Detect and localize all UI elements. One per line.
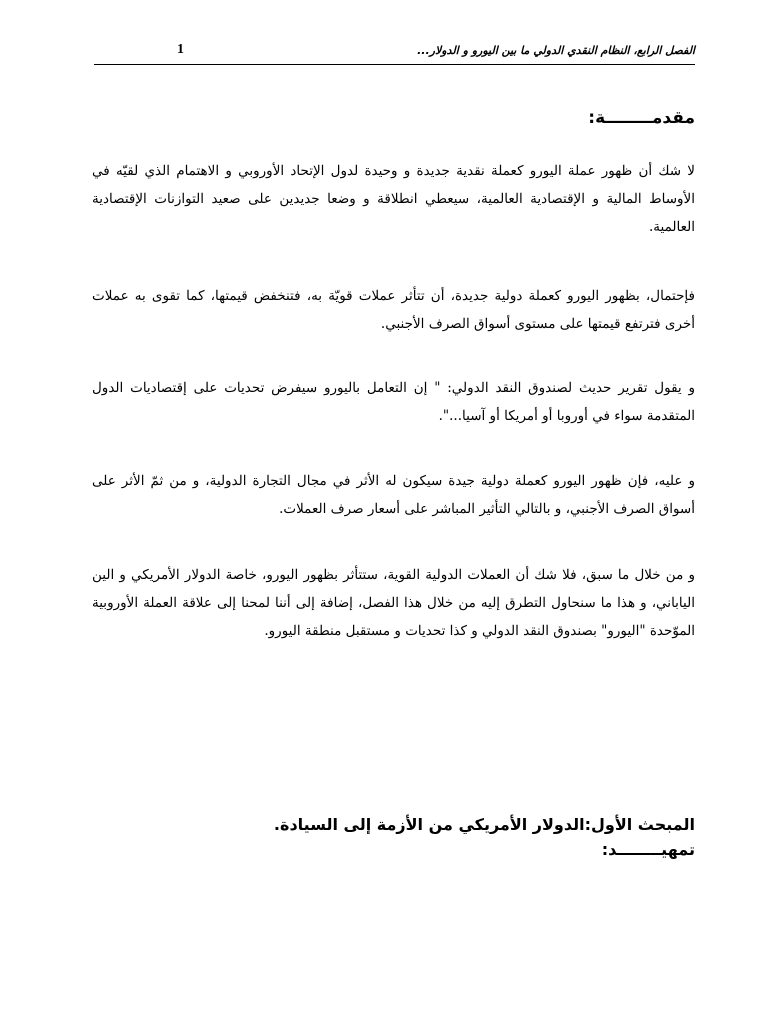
- intro-paragraph-4: و عليه، فإن ظهور اليورو كعملة دولية جيدة سيكون له الأثر في مجال التجارة الدولية، و من ثمّ الأثر على أسواق الصرف الأجنبي، و بالتالي التأثير المباشر على أسعار صرف العملات.: [92, 473, 695, 517]
- section-title: المبحث الأول:الدولار الأمريكي من الأزمة إلى السيادة.: [273, 815, 695, 834]
- chapter-title: الفصل الرابع، النظام النقدي الدولي ما بين اليورو و الدولار...: [417, 44, 695, 57]
- section-subheading: تمهيــــــــد:: [601, 840, 695, 859]
- intro-paragraph-3: و يقول تقرير حديث لصندوق النقد الدولي: " إن التعامل باليورو سيفرض تحديات على إقتصاديات الدول المتقدمة سواء في أوروبا أو أمريكا أو آسيا...".: [92, 380, 695, 424]
- intro-heading: مقدمــــــــة:: [588, 108, 695, 128]
- intro-paragraph-1: لا شك أن ظهور عملة اليورو كعملة نقدية جديدة و وحيدة لدول الإتحاد الأوروبي و الاهتمام الذي لقيّه في الأوساط المالية و الإقتصادية العالمية، سيعطي انطلاقة و وضعا جديدين على صعيد التوازنات الإقتصادية العالمية.: [92, 163, 695, 235]
- page-header: [94, 38, 695, 65]
- page-number: 1: [177, 42, 184, 57]
- intro-paragraph-5: و من خلال ما سبق، فلا شك أن العملات الدولية القوية، ستتأثر بظهور اليورو، خاصة الدولار الأمريكي و الين الياباني، و هذا ما سنحاول التطرق إليه من خلال هذا الفصل، إضافة إلى أننا لمحنا إلى علاقة العملة الأوروبية الموّحدة "اليورو" بصندوق النقد الدولي و كذا تحديات و مستقبل منطقة اليورو.: [92, 567, 695, 639]
- intro-paragraph-2: فإحتمال، بظهور اليورو كعملة دولية جديدة، أن تتأثر عملات قويّة به، فتنخفض قيمتها، كما تقوى به عملات أخرى فترتفع قيمتها على مستوى أسواق الصرف الأجنبي.: [92, 288, 695, 332]
